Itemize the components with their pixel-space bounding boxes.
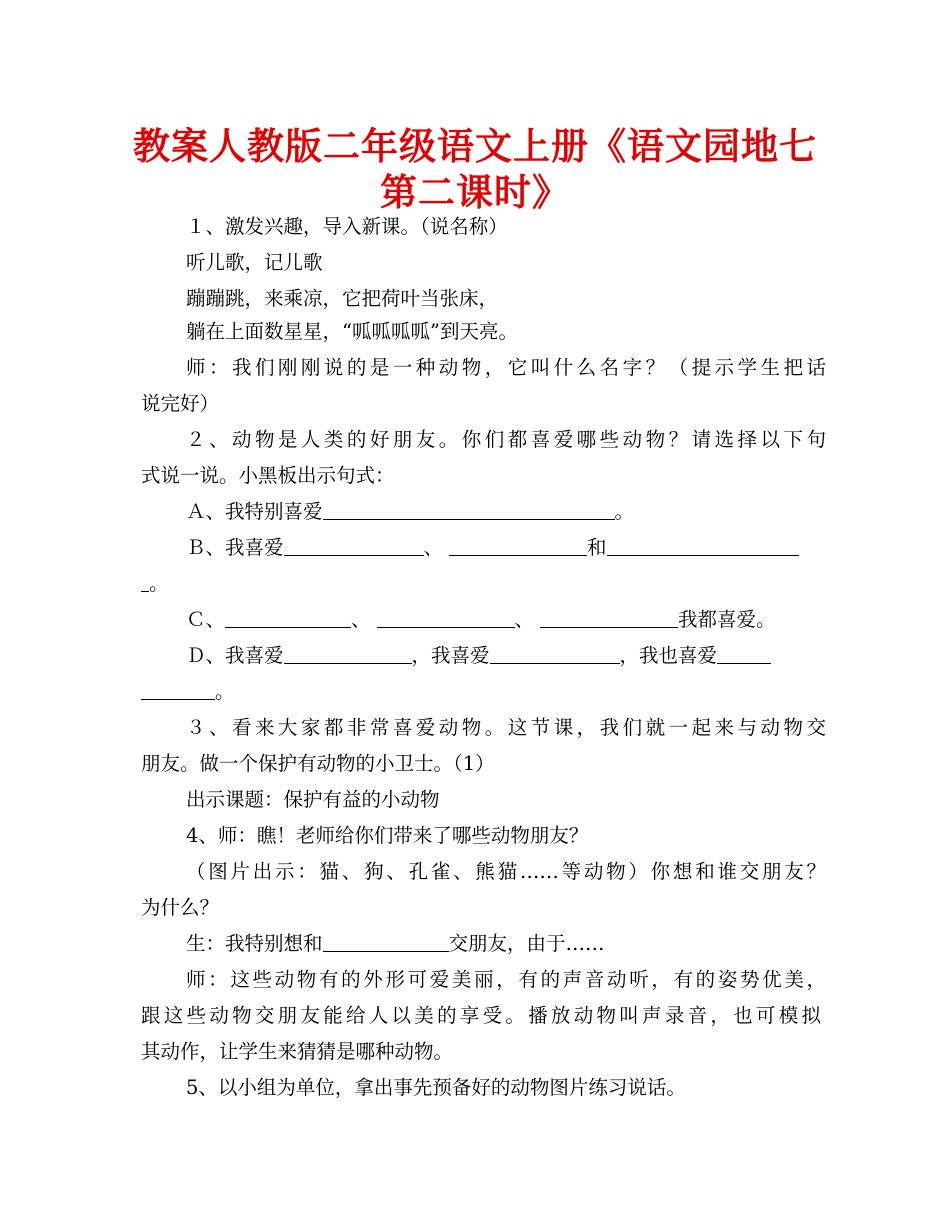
pattern-b-prefix: Ｂ、我喜爱 xyxy=(186,536,284,559)
step-4-heading: 4、师：瞧！老师给你们带来了哪些动物朋友？ xyxy=(186,824,589,847)
picture-prompt-line-2: 为什么？ xyxy=(141,896,220,919)
sentence-pattern-a xyxy=(186,494,826,530)
pattern-c-separator-2: 、 xyxy=(514,608,535,631)
lesson-topic: 出示课题：保护有益的小动物 xyxy=(186,788,440,811)
pattern-c-separator-1: 、 xyxy=(351,608,371,631)
teacher-comment-line-2: 跟这些动物交朋友能给人以美的享受。播放动物叫声录音，也可模拟 xyxy=(141,1004,821,1027)
sentence-pattern-b xyxy=(186,530,826,566)
fill-blank xyxy=(284,536,424,557)
teacher-comment-line-1: 师：这些动物有的外形可爱美丽，有的声音动听，有的姿势优美， xyxy=(186,968,826,991)
pattern-d-middle-1: ，我喜爱 xyxy=(411,644,490,667)
student-response xyxy=(186,926,826,962)
fill-blank xyxy=(490,644,620,665)
step-1-heading: １、激发兴趣，导入新课。（说名称） xyxy=(186,215,508,238)
document-title-line-1: 教案人教版二年级语文上册《语文园地七 xyxy=(133,125,817,168)
pattern-a-prefix: Ａ、我特别喜爱 xyxy=(186,500,323,523)
step-2-line-1: ２、动物是人类的好朋友。你们都喜爱哪些动物？请选择以下句 xyxy=(186,428,826,451)
fill-blank xyxy=(225,608,351,629)
fill-blank xyxy=(540,608,678,629)
sentence-pattern-d xyxy=(186,638,826,674)
teacher-comment-line-3: 其动作，让学生来猜猜是哪种动物。 xyxy=(141,1040,454,1063)
step-3-line-2: 朋友。做一个保护有动物的小卫士。（1） xyxy=(141,752,495,775)
sentence-pattern-c xyxy=(186,602,826,638)
pattern-b-separator-1: 、 xyxy=(423,536,444,559)
fill-blank xyxy=(141,680,215,701)
song-intro: 听儿歌，记儿歌 xyxy=(186,251,323,274)
teacher-question-line-2: 说完好） xyxy=(141,392,220,415)
pattern-d-prefix: Ｄ、我喜爱 xyxy=(186,644,284,667)
step-2-line-2: 式说一说。小黑板出示句式： xyxy=(141,464,395,487)
sentence-pattern-d-continued xyxy=(141,674,821,710)
pattern-c-prefix: Ｃ、 xyxy=(186,608,226,631)
song-line-2: 躺在上面数星星，“呱呱呱呱”到天亮。 xyxy=(186,320,518,343)
fill-blank xyxy=(284,644,412,665)
step-5-heading: 5、以小组为单位，拿出事先预备好的动物图片练习说话。 xyxy=(186,1076,686,1099)
fill-blank xyxy=(323,932,449,953)
pattern-c-suffix: 我都喜爱。 xyxy=(678,608,776,631)
teacher-question-line-1: 师：我们刚刚说的是一种动物，它叫什么名字？（提示学生把话 xyxy=(186,356,826,379)
student-response-suffix: 交朋友，由于…… xyxy=(448,932,605,955)
pattern-d-middle-2: ，我也喜爱 xyxy=(619,644,718,667)
pattern-d-end: 。 xyxy=(215,680,235,703)
student-response-prefix: 生：我特别想和 xyxy=(186,932,323,955)
fill-blank xyxy=(449,536,587,557)
pattern-b-end: 。 xyxy=(149,572,169,595)
picture-prompt-line-1: （图片出示：猫、狗、孔雀、熊猫……等动物）你想和谁交朋友？ xyxy=(186,860,826,883)
fill-blank xyxy=(607,536,799,557)
song-line-1: 蹦蹦跳，来乘凉，它把荷叶当张床， xyxy=(186,287,499,310)
pattern-b-separator-2: 和 xyxy=(587,536,607,559)
pattern-a-suffix: 。 xyxy=(614,500,635,523)
sentence-pattern-b-continued xyxy=(141,566,821,602)
document-title-line-2: 第二课时》 xyxy=(380,171,570,214)
fill-blank xyxy=(717,644,771,665)
fill-blank xyxy=(377,608,515,629)
step-3-line-1: ３、看来大家都非常喜爱动物。这节课，我们就一起来与动物交 xyxy=(186,716,826,739)
fill-blank xyxy=(323,500,615,521)
fill-blank xyxy=(141,572,149,593)
